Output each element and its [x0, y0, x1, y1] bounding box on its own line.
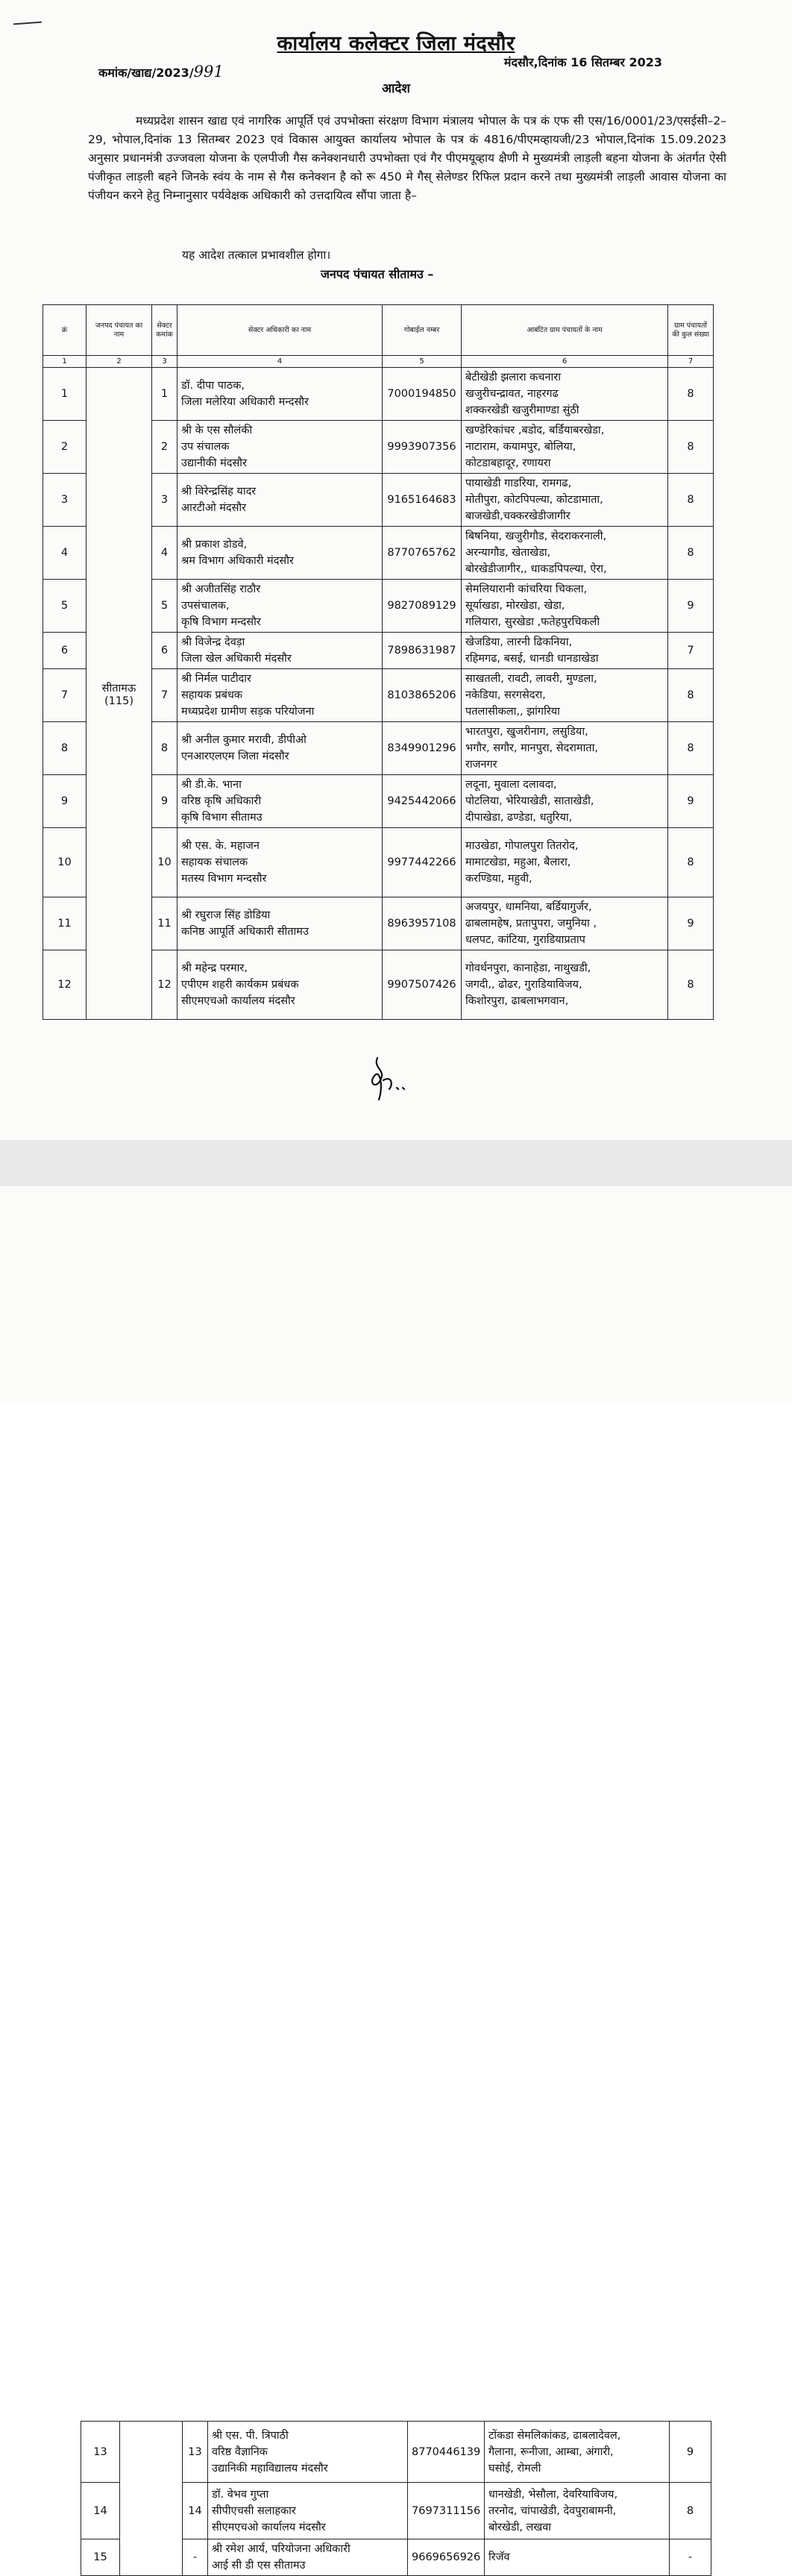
village-count: 8	[668, 368, 714, 421]
sector-number: 1	[152, 368, 177, 421]
table-row	[81, 2422, 711, 2483]
header-janpad: जनपद पंचायत का नाम	[87, 305, 152, 356]
column-number: 5	[383, 356, 462, 368]
officer-name-line: आरटीओ मंदसौर	[181, 502, 247, 514]
header-sector-no: सेक्टर कमांक	[152, 305, 177, 356]
village-list-line: धलपट, कांटिया, गुराडियाप्रताप	[465, 934, 585, 946]
village-list-line: पायाखेडी गाडरिया, रामगढ,	[465, 477, 572, 489]
janpad-total: (115)	[104, 695, 133, 707]
column-number: 7	[668, 356, 714, 368]
village-count: -	[670, 2539, 711, 2576]
village-list-line: जगदी,, ढोढर, गुराडियाविजय,	[465, 979, 582, 991]
officer-name-line: उद्यानिकी महाविद्यालय मंदसौर	[212, 2462, 328, 2475]
officer-name	[177, 474, 383, 527]
reference-number	[98, 63, 224, 81]
village-count: 7	[668, 633, 714, 669]
village-list-line: घसोई, रोमली	[488, 2462, 541, 2475]
village-count: 8	[670, 2483, 711, 2539]
village-list	[485, 2422, 670, 2483]
serial-number: 13	[81, 2422, 120, 2483]
officer-name	[177, 421, 383, 474]
mobile-number: 9907507426	[383, 950, 462, 1020]
village-list-line: तरनोद, चांपाखेडी, देवपुराबामनी,	[488, 2504, 617, 2517]
officer-name-line: श्री विजेन्द्र देवड़ा	[181, 636, 245, 648]
mobile-number: 8349901296	[383, 722, 462, 775]
mobile-number: 9827089129	[383, 580, 462, 633]
village-list-line: किशोरपुरा, ढाबलाभगवान,	[465, 995, 569, 1007]
officer-name-line: कृषि विभाग मन्दसौर	[181, 616, 261, 628]
officer-name-line: श्री प्रकाश डोडवे,	[181, 539, 248, 551]
officer-name-line: जिला मलेरिया अधिकारी मन्दसौर	[181, 396, 309, 408]
officer-name-line: श्री अजीतसिंह राठौर	[181, 583, 261, 595]
officer-name	[208, 2539, 408, 2576]
officer-name-line: श्री निर्मल पाटीदार	[181, 673, 251, 685]
village-count: 8	[668, 950, 714, 1020]
village-count: 8	[668, 828, 714, 897]
order-body-paragraph: मध्यप्रदेश शासन खाद्य एवं नागरिक आपूर्ति एवं उपभोक्ता संरक्षण विभाग मंत्रालय भोपाल के पत्र कं एफ सी एस/16/0001/23/एसईसी–2–29, भोपाल,दिनांक 13 सितम्बर 2023 एवं विकास आयुक्त कार्यालय भोपाल के पत्र कं 4816/पीएमव्हायजी/23 भोपाल,दिनांक 15.09.2023 अनुसार प्रधानमंत्री उज्जवला योजना के एलपीजी गैस कनेक्शनधारी उपभोक्ता एवं गैर पीएमयूव्हाय क्षैणी मे मुख्यमंत्री लाड़ली बहना योजना के अंतर्गत ऐसी पंजीकृत लाड़ली बहने जिनके स्वंय के नाम से गैस कनेक्शन है को रू 450 मे गैस् सेलेण्डर रिफिल प्रदान करने तथा मुख्यमंत्री लाड़ली आवास योजना का पंजीयन करने हेतु निम्नानुसार पर्यवेक्षक अधिकारी को उत्तदायित्व सौंपा जाता है–	[88, 114, 726, 202]
village-list	[462, 950, 668, 1020]
village-count: 9	[668, 775, 714, 828]
village-list-line: बिषनिया, खजुरीगौड, सेदराकरनाली,	[465, 530, 607, 542]
village-list	[462, 580, 668, 633]
village-list-line: माउखेडा, गोपालपुरा तितरोद,	[465, 840, 579, 852]
village-list-line: बाजखेडी,चक्करखेडीजागीर	[465, 510, 571, 522]
officer-name	[177, 633, 383, 669]
village-list	[462, 897, 668, 950]
officer-name	[177, 775, 383, 828]
village-list-line: शक्करखेडी खजुरीमाण्डा सुंठी	[465, 404, 579, 416]
officer-name	[177, 669, 383, 722]
officer-name	[177, 580, 383, 633]
serial-number: 5	[43, 580, 87, 633]
officer-name-line: श्री एस. पी. त्रिपाठी	[212, 2429, 289, 2442]
officer-name-line: सीपीएचसी सलाहकार	[212, 2504, 296, 2517]
officer-name-line: उद्यानीकी मंदसौर	[181, 457, 247, 469]
village-list	[462, 421, 668, 474]
sector-number: 5	[152, 580, 177, 633]
sector-number: -	[183, 2539, 208, 2576]
village-list-line: मामाटखेडा, महुआ, बैलारा,	[465, 856, 571, 868]
sector-number: 10	[152, 828, 177, 897]
officer-name-line: श्री विरेन्द्रसिंह यादर	[181, 486, 257, 498]
officer-name-line: उप संचालक	[181, 441, 230, 453]
village-list	[462, 722, 668, 775]
village-list-line: पोटलिया, भेरियाखेडी, साताखेडी,	[465, 795, 594, 807]
officer-name-line: मध्यप्रदेश ग्रामीण सड़क परियोजना	[181, 706, 315, 718]
village-list	[462, 669, 668, 722]
officer-name-line: श्रम विभाग अधिकारी मंदसौर	[181, 555, 294, 567]
officer-name	[177, 828, 383, 897]
sector-number: 3	[152, 474, 177, 527]
officer-name-line: सीएमएचओ कार्यालय मंदसौर	[181, 995, 295, 1007]
officer-name-line: श्री अनील कुमार मरावी, डीपीओ	[181, 734, 307, 746]
mobile-number: 9165164683	[383, 474, 462, 527]
officer-name	[177, 722, 383, 775]
village-list-line: दीपाखेडा, ढण्डेडा, धतुरिया,	[465, 812, 573, 824]
mobile-number: 8963957108	[383, 897, 462, 950]
village-list-line: धानखेडी, भेसौला, देवरियाविजय,	[488, 2488, 618, 2501]
sector-number: 9	[152, 775, 177, 828]
mobile-number: 8103865206	[383, 669, 462, 722]
column-number-row	[43, 356, 714, 368]
village-list	[462, 474, 668, 527]
village-list-line: बोरखेडी, लखवा	[488, 2521, 552, 2533]
officer-name-line: श्री एस. के. महाजन	[181, 840, 260, 852]
officer-name-line: श्री के एस सौलंकी	[181, 424, 253, 436]
column-number: 3	[152, 356, 177, 368]
office-title: कार्यालय कलेक्टर जिला मंदसौर	[277, 32, 515, 55]
header-count: ग्राम पंचायतों की कुल संख्या	[668, 305, 714, 356]
officer-name-line: आई सी डी एस सीतामउ	[212, 2560, 306, 2572]
village-count: 8	[668, 527, 714, 580]
serial-number: 8	[43, 722, 87, 775]
village-list-line: रहिमगढ, बसई, धानडी धानडाखेडा	[465, 653, 599, 665]
sector-number: 7	[152, 669, 177, 722]
mobile-number: 9993907356	[383, 421, 462, 474]
serial-number: 4	[43, 527, 87, 580]
sector-number: 6	[152, 633, 177, 669]
order-date: मंदसौर,दिनांक 16 सितम्बर 2023	[503, 55, 662, 69]
mobile-number: 7000194850	[383, 368, 462, 421]
signature-mark	[361, 1053, 413, 1106]
officer-name	[177, 950, 383, 1020]
janpad-cell	[120, 2422, 183, 2576]
table-row	[43, 368, 714, 421]
serial-number: 12	[43, 950, 87, 1020]
officer-name-line: वरिष्ठ वैज्ञानिक	[212, 2445, 268, 2458]
village-list-line: खण्डेरिकांचर ,बडोद, बर्डियाबरखेडा,	[465, 424, 605, 436]
officer-name	[177, 368, 383, 421]
reference-handwritten-number: 991	[193, 63, 224, 81]
village-list-line: मोतीपुरा, कोटपिपल्या, कोटडामाता,	[465, 494, 603, 506]
village-list-line: गोवर्धनपुरा, कानाहेडा, नाथुखडी,	[465, 962, 591, 974]
village-list	[462, 775, 668, 828]
village-list-line: गलियारा, सुरखेडा ,फतेहपुरचिकली	[465, 616, 600, 628]
village-list-line: नाटाराम, कयामपुर, बोलिया,	[465, 441, 576, 453]
village-count: 9	[668, 897, 714, 950]
janpad-name: सीतामऊ	[101, 682, 136, 695]
sector-number: 2	[152, 421, 177, 474]
officer-name-line: एनआरएलएम जिला मंदसौर	[181, 750, 289, 762]
officer-name	[208, 2422, 408, 2483]
village-list-line: लदूना, मुवाला दलावदा,	[465, 779, 557, 791]
effective-immediately-line: यह आदेश तत्काल प्रभावशील होगा।	[182, 248, 331, 262]
header-villages: आबंटित ग्राम पंचायतों के नाम	[462, 305, 668, 356]
village-count: 8	[668, 669, 714, 722]
serial-number: 11	[43, 897, 87, 950]
village-list-line: खेजडिया, लारनी ढिकनिया,	[465, 636, 573, 648]
mobile-number: 8770765762	[383, 527, 462, 580]
village-list-line: टोंकडा सेमलिकांकड, ढाबलादेवल,	[488, 2429, 621, 2442]
serial-number: 2	[43, 421, 87, 474]
village-list-line: खजुरीचन्द्रावत, नाहरगढ	[465, 388, 559, 400]
sector-number: 8	[152, 722, 177, 775]
header-officer-name: सेक्टर अधिकारी का नाम	[177, 305, 383, 356]
officer-name-line: सीएमएचओ कार्यालय मंदसौर	[212, 2521, 326, 2533]
mobile-number: 8770446139	[408, 2422, 485, 2483]
village-list-line: भारतपुरा, खुजरीनाग, लसुडिया,	[465, 726, 588, 738]
pen-stroke-mark	[13, 22, 42, 25]
header-mobile: गोबाईल नम्बर	[383, 305, 462, 356]
officer-assignment-table	[43, 304, 714, 1020]
officer-name-line: सहायक प्रबंधक	[181, 689, 242, 701]
officer-name-line: डॉ. वेभव गुप्ता	[212, 2488, 269, 2501]
village-count: 8	[668, 722, 714, 775]
serial-number: 1	[43, 368, 87, 421]
officer-name-line: वरिष्ठ कृषि अधिकारी	[181, 795, 262, 807]
sector-number: 12	[152, 950, 177, 1020]
header-serial: क्रं	[43, 305, 87, 356]
mobile-number: 9425442066	[383, 775, 462, 828]
officer-name-line: श्री डी.के. भाना	[181, 779, 242, 791]
officer-name-line: जिला खेल अधिकारी मंदसौर	[181, 653, 292, 665]
village-list-line: बेटीखेडी झलारा कचनारा	[465, 372, 562, 383]
officer-name-line: कनिष्ठ आपूर्ति अधिकारी सीतामउ	[181, 926, 309, 938]
serial-number: 10	[43, 828, 87, 897]
column-number: 1	[43, 356, 87, 368]
reference-prefix: कमांक/खाद्य/2023/	[98, 66, 194, 80]
serial-number: 15	[81, 2539, 120, 2576]
village-list-line: अरन्यागौड, खेताखेडा,	[465, 547, 551, 559]
order-heading: आदेश	[382, 81, 410, 96]
serial-number: 14	[81, 2483, 120, 2539]
mobile-number: 9669656926	[408, 2539, 485, 2576]
village-list	[462, 633, 668, 669]
sector-number: 4	[152, 527, 177, 580]
mobile-number: 7697311156	[408, 2483, 485, 2539]
village-count: 8	[668, 474, 714, 527]
officer-name-line: एपीएम शहरी कार्यकम प्रबंधक	[181, 979, 299, 991]
mobile-number: 9977442266	[383, 828, 462, 897]
officer-name	[177, 527, 383, 580]
village-count: 8	[668, 421, 714, 474]
village-list-line: गैलाना, रूनीजा, आम्बा, अंगारी,	[488, 2445, 614, 2458]
village-list	[462, 368, 668, 421]
village-list-line: भगौर, सगौर, मानपुरा, सेदरामाता,	[465, 742, 598, 754]
village-list-line: राजनगर	[465, 759, 497, 771]
mobile-number: 7898631987	[383, 633, 462, 669]
village-list-line: ढाबलामहेष, प्रतापुपरा, जमुनिया ,	[465, 918, 597, 930]
village-count: 9	[670, 2422, 711, 2483]
order-page-2	[0, 1186, 792, 2572]
officer-name-line: सहायक संचालक	[181, 856, 248, 868]
serial-number: 3	[43, 474, 87, 527]
village-list-line: बोरखेडीजागीर,, धाकडपिपल्या, ऐरा,	[465, 563, 607, 575]
column-number: 4	[177, 356, 383, 368]
order-page-1	[0, 0, 792, 1140]
page-separator	[0, 1140, 792, 1186]
village-list-line: नकेडिया, सरगसेदरा,	[465, 689, 546, 701]
serial-number: 6	[43, 633, 87, 669]
officer-name-line: श्री रघुराज सिंह डोडिया	[181, 909, 271, 921]
sector-number: 14	[183, 2483, 208, 2539]
serial-number: 9	[43, 775, 87, 828]
village-list	[485, 2539, 670, 2576]
village-list-line: करण्डिया, महुवी,	[465, 873, 532, 885]
officer-name-line: मतस्य विभाग मन्दसौर	[181, 873, 267, 885]
village-list-line: साखतली, रावटी, लावरी, मुण्डला,	[465, 673, 597, 685]
officer-name	[177, 897, 383, 950]
officer-name-line: डॉ. दीपा पाठक,	[181, 380, 245, 392]
officer-assignment-table-continued	[81, 2421, 711, 2576]
column-number: 6	[462, 356, 668, 368]
janpad-section-title: जनपद पंचायत सीतामउ –	[321, 267, 434, 281]
village-list	[462, 828, 668, 897]
officer-name-line: कृषि विभाग सीतामउ	[181, 812, 263, 824]
village-list-line: अजयपुर, धामनिया, बर्डियागुर्जर,	[465, 901, 592, 913]
officer-name-line: उपसंचालक,	[181, 600, 230, 612]
janpad-cell	[87, 368, 152, 1020]
column-number: 2	[87, 356, 152, 368]
village-list-line: सूर्याखडा, मोरखेडा, खेडा,	[465, 600, 565, 612]
officer-name-line: श्री महेन्द्र परमार,	[181, 962, 248, 974]
serial-number: 7	[43, 669, 87, 722]
sector-number: 11	[152, 897, 177, 950]
village-count: 9	[668, 580, 714, 633]
village-list-line: पतलासीकला,, झांगरिया	[465, 706, 560, 718]
village-list	[485, 2483, 670, 2539]
sector-number: 13	[183, 2422, 208, 2483]
village-list-line: रिजॅव	[488, 2551, 510, 2563]
village-list	[462, 527, 668, 580]
officer-name-line: श्री रमेश आर्य, परियोजना अधिकारी	[212, 2543, 351, 2555]
officer-name	[208, 2483, 408, 2539]
village-list-line: कोटडाबहादूर, रणायरा	[465, 457, 551, 469]
village-list-line: सेमलियारानी कांचरिया चिकला,	[465, 583, 588, 595]
